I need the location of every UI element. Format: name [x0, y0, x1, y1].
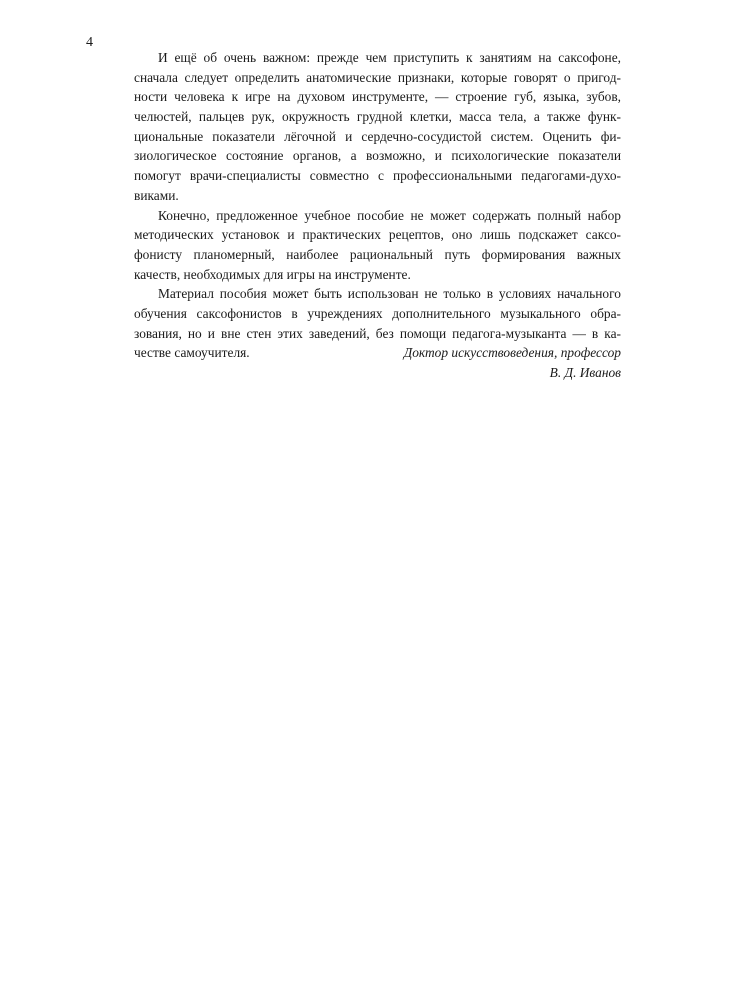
paragraph-line: циональные показатели лёгочной и сердечно-сосудистой систем. Оценить фи-	[134, 128, 621, 144]
paragraph-line: зиологическое состояние органов, а возможно, и психологические показатели	[134, 148, 621, 164]
signature-block	[300, 343, 621, 382]
paragraph-line: челюстей, пальцев рук, окружность грудной клетки, масса тела, а также функ-	[134, 109, 621, 125]
paragraph-line: И ещё об очень важном: прежде чем приступить к занятиям на саксофоне,	[158, 50, 621, 65]
paragraph-line: методических установок и практических рецептов, оно лишь подскажет саксо-	[134, 227, 621, 243]
signature-title: Доктор искусствоведения, профессор	[403, 345, 621, 360]
paragraph-line: помогут врачи-специалисты совместно с профессиональными педагогами-духо-	[134, 168, 621, 184]
body-text	[134, 48, 621, 363]
paragraph-line: Материал пособия может быть использован не только в условиях начального	[158, 286, 621, 302]
signature-name: В. Д. Иванов	[549, 364, 621, 380]
paragraph-line: обучения саксофонистов в учреждениях дополнительного музыкального обра-	[134, 305, 621, 321]
paragraph-line: ности человека к игре на духовом инструменте, — строение губ, языка, зубов,	[134, 89, 621, 105]
paragraph-line: зования, но и вне стен этих заведений, без помощи педагога-музыканта — в ка-	[134, 325, 621, 341]
paragraph-1	[134, 48, 621, 206]
paragraph-line: честве самоучителя.	[134, 345, 250, 361]
page-number: 4	[86, 35, 93, 50]
paragraph-line: качеств, необходимых для игры на инструменте.	[134, 266, 411, 282]
paragraph-line: фонисту планомерный, наиболее рациональный путь формирования важных	[134, 246, 621, 262]
paragraph-2	[134, 206, 621, 285]
paragraph-line: виками.	[134, 187, 179, 203]
paragraph-line: Конечно, предложенное учебное пособие не может содержать полный набор	[158, 207, 621, 223]
paragraph-line: сначала следует определить анатомические признаки, которые говорят о пригод-	[134, 69, 621, 85]
